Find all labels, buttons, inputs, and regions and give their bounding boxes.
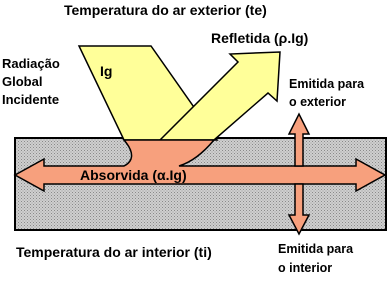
incident-radiation-label-line2: Global (2, 74, 43, 89)
incident-arrow-label: Ig (100, 63, 113, 79)
emitted-exterior-label-line2: o exterior (289, 95, 346, 109)
reflected-radiation-label: Refletida (ρ.Ig) (211, 30, 309, 46)
incident-radiation-label-line1: Radiação (2, 56, 60, 71)
emitted-interior-label-line1: Emitida para (278, 242, 354, 256)
emitted-exterior-label-line1: Emitida para (289, 77, 365, 91)
incident-radiation-label-line3: Incidente (2, 92, 60, 107)
emitted-interior-label-line2: o interior (278, 261, 333, 275)
absorbed-radiation-label: Absorvida (α.Ig) (80, 167, 187, 183)
interior-temperature-label: Temperatura do ar interior (ti) (16, 244, 212, 260)
exterior-temperature-label: Temperatura do ar exterior (te) (64, 2, 267, 18)
